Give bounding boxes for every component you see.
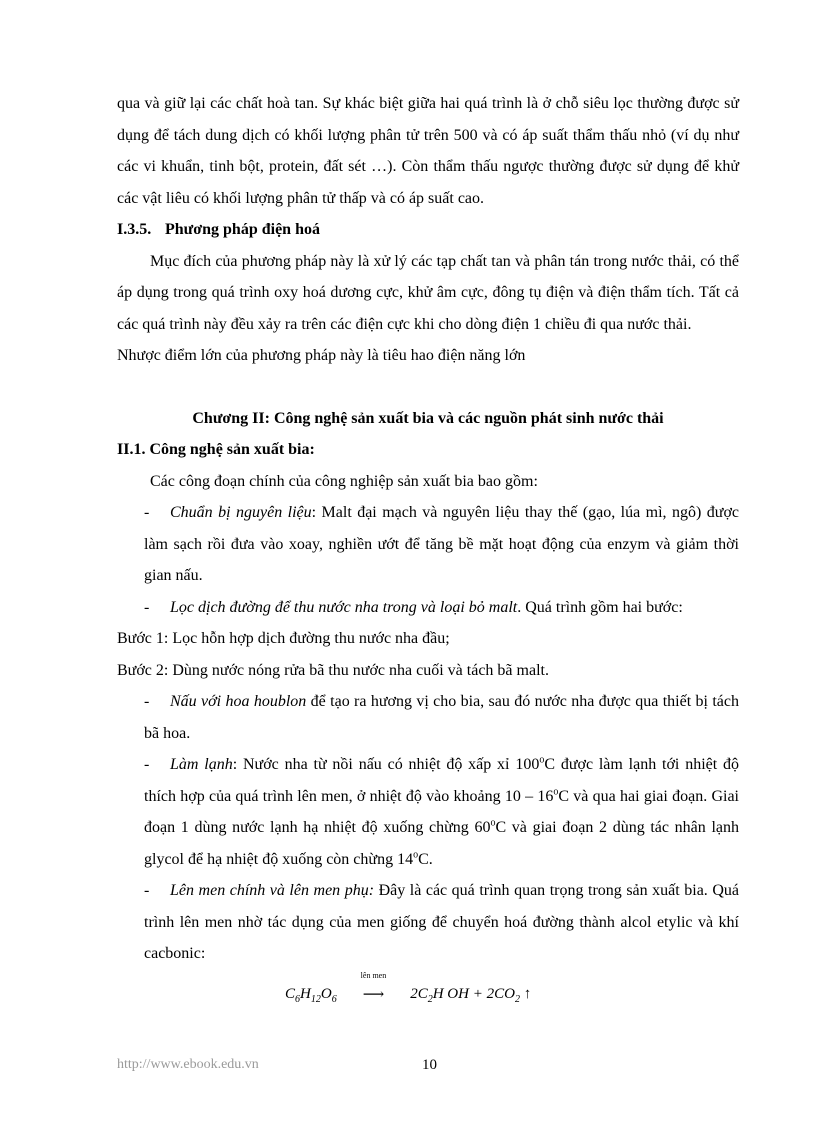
- step-2: Bước 2: Dùng nước nóng rửa bã thu nước nha cuối và tách bã malt.: [117, 661, 549, 679]
- section-paragraph-2: Nhược điểm lớn của phương pháp này là tiêu hao điện năng lớn: [117, 347, 526, 364]
- chapter-intro: Các công đoạn chính của công nghiệp sản xuất bia bao gồm:: [150, 472, 538, 490]
- list-item-cool: - Làm lạnh: Nước nha từ nồi nấu có nhiệt độ xấp xỉ 100$^o$C được làm lạnh tới nhiệt độ thích hợp của quá trình lên men, ở nhiệt độ vào khoảng 10 – 16$^o$C và qua hai giai đoạn. Giai đoạn 1 dùng nước lạnh hạ nhiệt độ xuống chừng 60$^o$C và giai đoạn 2 dùng tác nhân lạnh glycol để hạ nhiệt độ xuống còn chừng 14$^o$C.: [144, 754, 740, 868]
- item-title: Nấu với hoa houblon: [170, 693, 307, 710]
- section-paragraph-1: Mục đích của phương pháp này là xử lý các tạp chất tan và phân tán trong nước thải, có thể áp dụng trong quá trình oxy hoá dương cực, khử âm cực, đông tụ điện và điện thẩm tích. Tất cả các quá trình này đều xảy ra trên các điện cực khi cho dòng điện 1 chiều đi qua nước thải.: [117, 252, 739, 333]
- document-body: [117, 88, 739, 970]
- item-title: Lên men chính và lên men phụ:: [170, 882, 375, 899]
- subsection-title: II.1. Công nghệ sản xuất bia:: [117, 441, 315, 458]
- list-item-prepare: - Chuẩn bị nguyên liệu: Malt đại mạch và nguyên liệu thay thế (gạo, lúa mì, ngô) được làm sạch rồi đưa vào xoay, nghiền ướt để tăng bề mặt hoạt động của enzym và giảm thời gian nấu.: [144, 504, 740, 584]
- list-item-ferment: - Lên men chính và lên men phụ: Đây là các quá trình quan trọng trong sản xuất bia. Quá trình lên men nhờ tác dụng của men giống để chuyển hoá đường thành alcol etylic và khí cacbonic:: [144, 882, 739, 962]
- step-1: Bước 1: Lọc hỗn hợp dịch đường thu nước nha đầu;: [117, 630, 450, 647]
- reaction-arrow-icon: lên men ⟶: [360, 971, 387, 1003]
- gas-up-arrow-icon: ↑: [523, 985, 532, 1002]
- footer-link[interactable]: http://www.ebook.edu.vn: [117, 1057, 259, 1072]
- section-number: I.3.5.: [117, 221, 152, 238]
- section-title: Phương pháp điện hoá: [165, 221, 320, 238]
- item-title: Chuẩn bị nguyên liệu: [170, 504, 312, 521]
- fermentation-equation: $C_6H_{12}O_6$ lên men ⟶ $2C_2H$ OH + $2CO_2$ ↑: [285, 971, 532, 1005]
- section-heading-135: [117, 214, 739, 246]
- list-item-cook: - Nấu với hoa houblon để tạo ra hương vị cho bia, sau đó nước nha được qua thiết bị tách bã hoa.: [144, 693, 740, 742]
- item-title: Lọc dịch đường để thu nước nha trong và loại bỏ malt: [170, 598, 518, 616]
- page-number: 10: [422, 1057, 437, 1073]
- item-title: Làm lạnh: [170, 756, 233, 773]
- chapter-title: Chương II: Công nghệ sản xuất bia và các nguồn phát sinh nước thải: [192, 409, 664, 427]
- intro-paragraph: qua và giữ lại các chất hoà tan. Sự khác biệt giữa hai quá trình là ở chỗ siêu lọc thường được sử dụng để tách dung dịch có khối lượng phân tử trên 500 và có áp suất thẩm thấu nhỏ (ví dụ như các vi khuẩn, tinh bột, protein, đất sét …). Còn thẩm thấu ngược thường được sử dụng để khử các vật liêu có khối lượng phân tử thấp và có áp suất cao.: [117, 95, 739, 207]
- list-item-filter: - Lọc dịch đường để thu nước nha trong và loại bỏ malt. Quá trình gồm hai bước:: [144, 598, 683, 616]
